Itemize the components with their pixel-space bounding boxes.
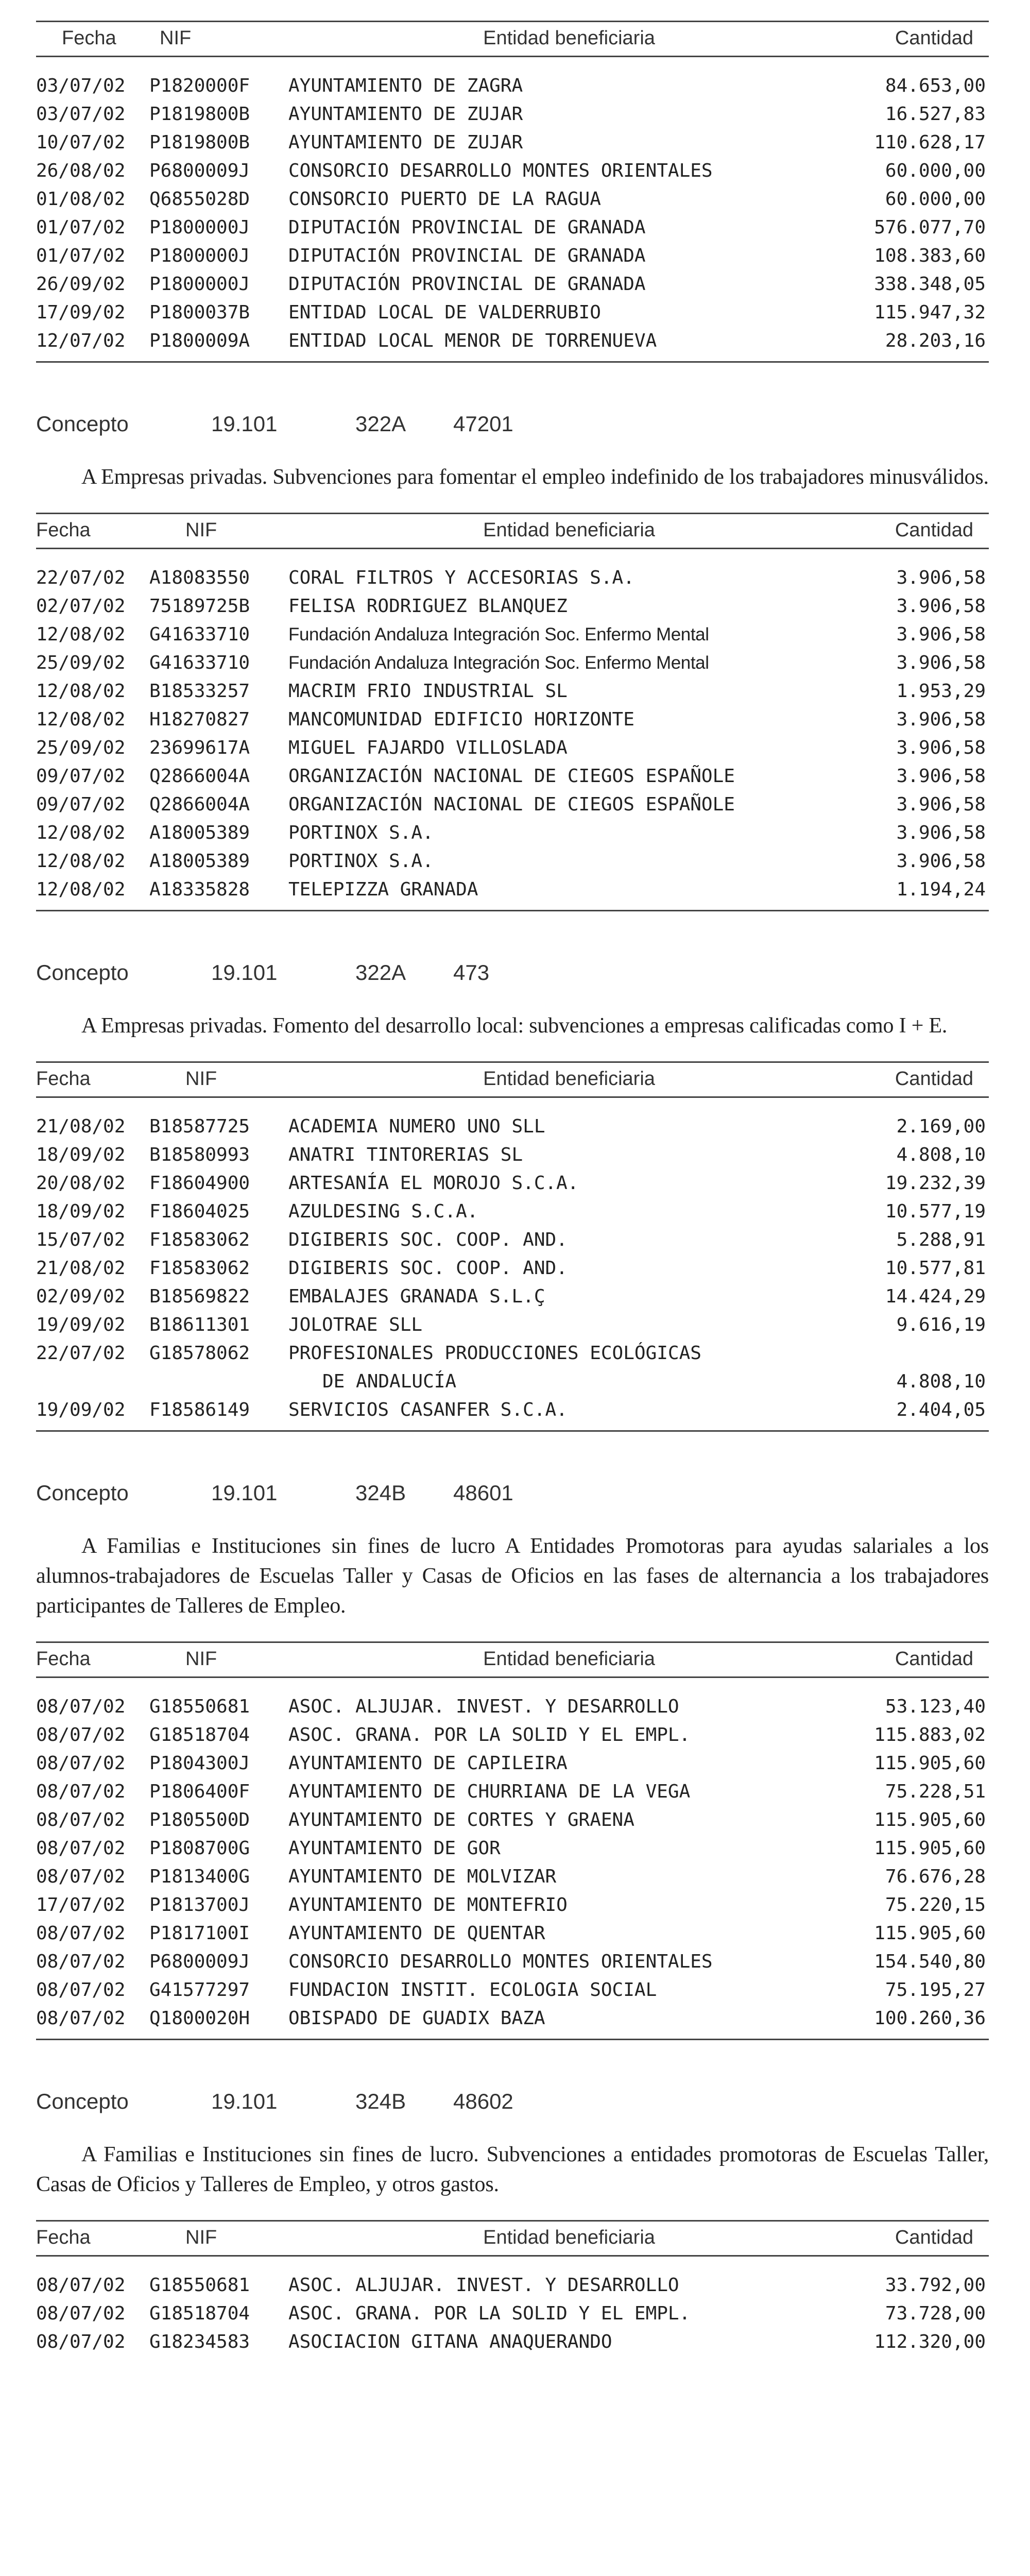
cell-entidad: [288, 649, 850, 677]
cell-fecha: 02/09/02: [36, 1286, 126, 1307]
table-row: [36, 819, 989, 847]
cell-fecha: 22/07/02: [36, 567, 126, 588]
cell-cantidad: 5.288,91: [896, 1229, 986, 1250]
header-entidad: Entidad beneficiaria: [288, 2221, 850, 2256]
cell-fecha: 08/07/02: [36, 1923, 126, 1944]
cell-nif: P1800000J: [149, 274, 250, 295]
cell-fecha: 08/07/02: [36, 1809, 126, 1831]
table-row: [36, 705, 989, 734]
cell-nif: P1805500D: [149, 1809, 250, 1831]
table-row: [36, 1976, 989, 2004]
cell-entidad: EMBALAJES GRANADA S.L.Ç: [288, 1286, 545, 1307]
cell-nif: P1804300J: [149, 1753, 250, 1774]
cell-cantidad: 60.000,00: [885, 189, 986, 210]
cell-cantidad: 33.792,00: [885, 2275, 986, 2296]
concepto-label: Concepto: [36, 2089, 129, 2113]
cell-cantidad: 3.906,58: [896, 567, 986, 588]
cell-fecha: 22/07/02: [36, 1343, 126, 1364]
cell-fecha: 08/07/02: [36, 1696, 126, 1717]
table-row: [36, 2328, 989, 2356]
cell-fecha: 20/08/02: [36, 1173, 126, 1194]
cell-fecha: 03/07/02: [36, 75, 126, 96]
cell-entidad: ASOC. ALJUJAR. INVEST. Y DESARROLLO: [288, 1696, 679, 1717]
cell-nif: P1800000J: [149, 217, 250, 238]
cell-cantidad: 10.577,19: [885, 1201, 986, 1222]
table-row: [36, 1282, 989, 1311]
cell-cantidad: 115.905,60: [874, 1838, 986, 1859]
table-row: [36, 1891, 989, 1919]
cell-entidad-text: Fundación Andaluza Integración Soc. Enfermo Mental: [288, 653, 709, 673]
cell-entidad: DIPUTACIÓN PROVINCIAL DE GRANADA: [288, 274, 646, 295]
cell-entidad: [288, 620, 850, 649]
cell-entidad: OBISPADO DE GUADIX BAZA: [288, 2008, 545, 2029]
cell-cantidad: 4.808,10: [896, 1371, 986, 1392]
cell-nif: B18611301: [149, 1314, 250, 1335]
cell-nif: P1820000F: [149, 75, 250, 96]
cell-cantidad: 76.676,28: [885, 1866, 986, 1887]
table-row: [36, 762, 989, 790]
cell-fecha: 21/08/02: [36, 1116, 126, 1137]
header-entidad: Entidad beneficiaria: [288, 1642, 850, 1677]
cell-nif: Q2866004A: [149, 766, 250, 787]
cell-entidad: AYUNTAMIENTO DE MOLVIZAR: [288, 1866, 557, 1887]
cell-nif: P1800009A: [149, 330, 250, 351]
cell-cantidad: 1.194,24: [896, 879, 986, 900]
cell-nif: B18587725: [149, 1116, 250, 1137]
cell-entidad: ORGANIZACIÓN NACIONAL DE CIEGOS ESPAÑOLE: [288, 766, 735, 787]
header-fecha: Fecha: [36, 22, 149, 57]
cell-nif: G18550681: [149, 1696, 250, 1717]
cell-nif: P1800000J: [149, 245, 250, 266]
cell-fecha: 09/07/02: [36, 766, 126, 787]
cell-fecha: 25/09/02: [36, 652, 126, 673]
cell-nif: F18586149: [149, 1399, 250, 1420]
cell-fecha: 08/07/02: [36, 2008, 126, 2029]
cell-entidad: CORAL FILTROS Y ACCESORIAS S.A.: [288, 567, 634, 588]
cell-entidad: MACRIM FRIO INDUSTRIAL SL: [288, 681, 568, 702]
cell-entidad: ASOC. GRANA. POR LA SOLID Y EL EMPL.: [288, 2303, 691, 2324]
cell-nif: Q2866004A: [149, 794, 250, 815]
cell-entidad: AYUNTAMIENTO DE QUENTAR: [288, 1923, 545, 1944]
cell-cantidad: 1.953,29: [896, 681, 986, 702]
cell-nif: P1819800B: [149, 104, 250, 125]
cell-entidad: ANATRI TINTORERIAS SL: [288, 1144, 523, 1165]
cell-cantidad: 19.232,39: [885, 1173, 986, 1194]
cell-cantidad: 338.348,05: [874, 274, 986, 295]
cell-nif: A18005389: [149, 851, 250, 872]
table-row: [36, 564, 989, 592]
beneficiary-table-5: [36, 2220, 989, 2356]
table-row: [36, 1254, 989, 1282]
table-row: [36, 620, 989, 649]
cell-entidad: PROFESIONALES PRODUCCIONES ECOLÓGICAS: [288, 1343, 701, 1364]
table-row: [36, 1339, 989, 1367]
cell-fecha: 15/07/02: [36, 1229, 126, 1250]
cell-entidad: ASOCIACION GITANA ANAQUERANDO: [288, 2331, 612, 2352]
cell-nif: F18604025: [149, 1201, 250, 1222]
table-row: [36, 1947, 989, 1976]
cell-fecha: 01/08/02: [36, 189, 126, 210]
cell-cantidad: 3.906,58: [896, 794, 986, 815]
table-row: [36, 242, 989, 270]
concepto-code-1: 19.101: [211, 1481, 278, 1505]
cell-nif: P1813700J: [149, 1894, 250, 1916]
cell-nif: 75189725B: [149, 596, 250, 617]
table-row: [36, 327, 989, 355]
table-row: [36, 1749, 989, 1777]
cell-cantidad: 75.195,27: [885, 1979, 986, 2001]
beneficiary-table-2: [36, 513, 989, 911]
cell-fecha: 18/09/02: [36, 1201, 126, 1222]
cell-fecha: 08/07/02: [36, 1866, 126, 1887]
cell-fecha: 08/07/02: [36, 1951, 126, 1972]
cell-cantidad: 10.577,81: [885, 1258, 986, 1279]
concepto-description: A Familias e Instituciones sin fines de lucro. Subvenciones a entidades promotoras de Escuelas Taller, Casas de Oficios y Talleres de Empleo, y otros gastos.: [36, 2143, 989, 2196]
table-row: [36, 1396, 989, 1424]
cell-cantidad: 75.220,15: [885, 1894, 986, 1916]
cell-entidad: ENTIDAD LOCAL DE VALDERRUBIO: [288, 302, 601, 323]
cell-nif: 23699617A: [149, 737, 250, 758]
table-row: [36, 2004, 989, 2032]
table-row: [36, 1777, 989, 1806]
cell-nif: F18583062: [149, 1229, 250, 1250]
table-row: [36, 1862, 989, 1891]
cell-nif: G18550681: [149, 2275, 250, 2296]
cell-entidad: AYUNTAMIENTO DE CORTES Y GRAENA: [288, 1809, 634, 1831]
table-row: [36, 592, 989, 620]
header-cantidad: Cantidad: [850, 2221, 989, 2256]
cell-entidad: PORTINOX S.A.: [288, 822, 434, 843]
cell-nif: P1817100I: [149, 1923, 250, 1944]
cell-cantidad: 2.404,05: [896, 1399, 986, 1420]
cell-fecha: 01/07/02: [36, 245, 126, 266]
concepto-code-2: 324B: [355, 1481, 406, 1505]
cell-cantidad: 115.905,60: [874, 1923, 986, 1944]
cell-entidad: JOLOTRAE SLL: [288, 1314, 423, 1335]
header-nif: NIF: [149, 2221, 288, 2256]
cell-entidad: AZULDESING S.C.A.: [288, 1201, 478, 1222]
cell-entidad: DIPUTACIÓN PROVINCIAL DE GRANADA: [288, 217, 646, 238]
cell-cantidad: 3.906,58: [896, 652, 986, 673]
cell-cantidad: 14.424,29: [885, 1286, 986, 1307]
cell-entidad: ENTIDAD LOCAL MENOR DE TORRENUEVA: [288, 330, 657, 351]
cell-entidad: SERVICIOS CASANFER S.C.A.: [288, 1399, 568, 1420]
table-header: [36, 2221, 989, 2256]
cell-nif: A18005389: [149, 822, 250, 843]
cell-fecha: 08/07/02: [36, 1979, 126, 2001]
table-row: [36, 2299, 989, 2328]
cell-entidad: ACADEMIA NUMERO UNO SLL: [288, 1116, 545, 1137]
cell-fecha: 19/09/02: [36, 1399, 126, 1420]
cell-entidad: FUNDACION INSTIT. ECOLOGIA SOCIAL: [288, 1979, 657, 2001]
cell-fecha: 08/07/02: [36, 1753, 126, 1774]
cell-entidad: AYUNTAMIENTO DE CAPILEIRA: [288, 1753, 568, 1774]
table-header: [36, 1642, 989, 1677]
concepto-code-3: 47201: [453, 412, 513, 436]
concepto-description: A Empresas privadas. Subvenciones para fomentar el empleo indefinido de los trabajadores minusválidos.: [81, 465, 989, 489]
table-row: [36, 1834, 989, 1862]
cell-fecha: 10/07/02: [36, 132, 126, 153]
cell-nif: P6800009J: [149, 160, 250, 181]
table-header: [36, 514, 989, 549]
header-fecha: Fecha: [36, 514, 149, 549]
table-row: [36, 128, 989, 157]
concepto-code-1: 19.101: [211, 412, 278, 436]
cell-nif: G41633710: [149, 624, 250, 645]
table-row: [36, 1692, 989, 1721]
cell-fecha: 21/08/02: [36, 1258, 126, 1279]
cell-entidad: AYUNTAMIENTO DE ZUJAR: [288, 104, 523, 125]
cell-nif: B18533257: [149, 681, 250, 702]
cell-cantidad: 110.628,17: [874, 132, 986, 153]
concepto-code-3: 48602: [453, 2089, 513, 2113]
table-row: [36, 734, 989, 762]
cell-nif: P6800009J: [149, 1951, 250, 1972]
table-row: [36, 1141, 989, 1169]
concepto-description: A Familias e Instituciones sin fines de lucro A Entidades Promotoras para ayudas salariales a los alumnos-trabajadores de Escuelas Taller y Casas de Oficios en las fases de alternancia a los trabajadores participantes de Talleres de Empleo.: [36, 1534, 989, 1618]
header-nif: NIF: [149, 1062, 288, 1097]
concepto-code-1: 19.101: [211, 960, 278, 985]
concepto-label: Concepto: [36, 1481, 129, 1505]
cell-entidad-cont: [288, 1367, 850, 1396]
table-row: [36, 677, 989, 705]
cell-cantidad: 3.906,58: [896, 766, 986, 787]
cell-fecha: 12/08/02: [36, 681, 126, 702]
table-row-continuation: [36, 1367, 989, 1396]
cell-fecha: 09/07/02: [36, 794, 126, 815]
header-cantidad: Cantidad: [850, 22, 989, 57]
concepto-code-3: 473: [453, 960, 490, 985]
cell-fecha: 08/07/02: [36, 1724, 126, 1745]
cell-fecha: 12/08/02: [36, 709, 126, 730]
header-cantidad: Cantidad: [850, 514, 989, 549]
cell-entidad: TELEPIZZA GRANADA: [288, 879, 478, 900]
cell-entidad: DIGIBERIS SOC. COOP. AND.: [288, 1229, 568, 1250]
cell-cantidad: 3.906,58: [896, 624, 986, 645]
cell-fecha: 08/07/02: [36, 1838, 126, 1859]
cell-entidad: ORGANIZACIÓN NACIONAL DE CIEGOS ESPAÑOLE: [288, 794, 735, 815]
cell-cantidad: 154.540,80: [874, 1951, 986, 1972]
header-entidad: Entidad beneficiaria: [288, 514, 850, 549]
concepto-code-2: 324B: [355, 2089, 406, 2113]
table-row: [36, 298, 989, 327]
header-entidad: Entidad beneficiaria: [288, 22, 850, 57]
header-nif: NIF: [149, 514, 288, 549]
concepto-line: [36, 2089, 989, 2114]
cell-cantidad: 4.808,10: [896, 1144, 986, 1165]
concepto-label: Concepto: [36, 960, 129, 985]
cell-cantidad: 28.203,16: [885, 330, 986, 351]
table-row: [36, 1721, 989, 1749]
header-entidad: Entidad beneficiaria: [288, 1062, 850, 1097]
cell-cantidad: 75.228,51: [885, 1781, 986, 1802]
cell-nif: H18270827: [149, 709, 250, 730]
cell-cantidad: 3.906,58: [896, 822, 986, 843]
cell-entidad: ASOC. ALJUJAR. INVEST. Y DESARROLLO: [288, 2275, 679, 2296]
header-nif: NIF: [149, 22, 288, 57]
table-row: [36, 1112, 989, 1141]
cell-entidad: DIPUTACIÓN PROVINCIAL DE GRANADA: [288, 245, 646, 266]
cell-fecha: 19/09/02: [36, 1314, 126, 1335]
table-header: [36, 22, 989, 57]
cell-entidad: DIGIBERIS SOC. COOP. AND.: [288, 1258, 568, 1279]
header-cantidad: Cantidad: [850, 1642, 989, 1677]
cell-cantidad: 16.527,83: [885, 104, 986, 125]
cell-nif: A18083550: [149, 567, 250, 588]
beneficiary-table-4: [36, 1641, 989, 2040]
concepto-code-3: 48601: [453, 1481, 513, 1505]
header-nif: NIF: [149, 1642, 288, 1677]
cell-nif: G18518704: [149, 1724, 250, 1745]
table-row: [36, 185, 989, 213]
cell-cantidad: 576.077,70: [874, 217, 986, 238]
concepto-code-1: 19.101: [211, 2089, 278, 2113]
cell-fecha: 08/07/02: [36, 1781, 126, 1802]
cell-nif: G18578062: [149, 1343, 250, 1364]
header-fecha: Fecha: [36, 1062, 149, 1097]
beneficiary-table-1: [36, 21, 989, 363]
cell-cantidad: 115.883,02: [874, 1724, 986, 1745]
table-row: [36, 1311, 989, 1339]
cell-cantidad: 84.653,00: [885, 75, 986, 96]
cell-entidad: MANCOMUNIDAD EDIFICIO HORIZONTE: [288, 709, 634, 730]
cell-entidad-line2: DE ANDALUCÍA: [322, 1371, 457, 1392]
table-row: [36, 847, 989, 875]
cell-entidad: CONSORCIO DESARROLLO MONTES ORIENTALES: [288, 160, 713, 181]
cell-entidad: ASOC. GRANA. POR LA SOLID Y EL EMPL.: [288, 1724, 691, 1745]
document-page: [36, 21, 989, 2356]
cell-fecha: 03/07/02: [36, 104, 126, 125]
cell-nif: G41633710: [149, 652, 250, 673]
cell-entidad: AYUNTAMIENTO DE ZAGRA: [288, 75, 523, 96]
concepto-description: A Empresas privadas. Fomento del desarrollo local: subvenciones a empresas calificadas como I + E.: [81, 1014, 948, 1038]
cell-fecha: 18/09/02: [36, 1144, 126, 1165]
table-row: [36, 270, 989, 298]
cell-entidad: ARTESANÍA EL MOROJO S.C.A.: [288, 1173, 579, 1194]
cell-entidad: CONSORCIO PUERTO DE LA RAGUA: [288, 189, 601, 210]
concepto-line: [36, 960, 989, 985]
cell-nif: P1800037B: [149, 302, 250, 323]
cell-entidad: MIGUEL FAJARDO VILLOSLADA: [288, 737, 568, 758]
table-header: [36, 1062, 989, 1097]
table-row: [36, 213, 989, 242]
cell-fecha: 08/07/02: [36, 2303, 126, 2324]
cell-nif: G41577297: [149, 1979, 250, 2001]
cell-entidad: AYUNTAMIENTO DE MONTEFRIO: [288, 1894, 568, 1916]
cell-fecha: 08/07/02: [36, 2331, 126, 2352]
table-row: [36, 72, 989, 100]
cell-fecha: 12/08/02: [36, 851, 126, 872]
table-row: [36, 2271, 989, 2299]
cell-entidad: AYUNTAMIENTO DE GOR: [288, 1838, 501, 1859]
header-fecha: Fecha: [36, 1642, 149, 1677]
cell-cantidad: 3.906,58: [896, 851, 986, 872]
cell-cantidad: 115.947,32: [874, 302, 986, 323]
concepto-line: [36, 1481, 989, 1505]
cell-cantidad: 9.616,19: [896, 1314, 986, 1335]
cell-nif: G18234583: [149, 2331, 250, 2352]
table-row: [36, 1169, 989, 1197]
cell-nif: P1806400F: [149, 1781, 250, 1802]
table-row: [36, 1806, 989, 1834]
cell-fecha: 12/08/02: [36, 822, 126, 843]
header-cantidad: Cantidad: [850, 1062, 989, 1097]
cell-fecha: 26/09/02: [36, 274, 126, 295]
cell-nif: P1813400G: [149, 1866, 250, 1887]
cell-fecha: 12/07/02: [36, 330, 126, 351]
cell-nif: Q1800020H: [149, 2008, 250, 2029]
cell-fecha: 02/07/02: [36, 596, 126, 617]
table-row: [36, 790, 989, 819]
table-row: [36, 157, 989, 185]
table-row: [36, 1197, 989, 1226]
cell-nif: B18569822: [149, 1286, 250, 1307]
cell-cantidad: 73.728,00: [885, 2303, 986, 2324]
beneficiary-table-3: [36, 1061, 989, 1432]
cell-fecha: 12/08/02: [36, 879, 126, 900]
cell-nif: A18335828: [149, 879, 250, 900]
cell-cantidad: 3.906,58: [896, 709, 986, 730]
header-fecha: Fecha: [36, 2221, 149, 2256]
cell-nif: F18583062: [149, 1258, 250, 1279]
table-row: [36, 875, 989, 904]
cell-fecha: 01/07/02: [36, 217, 126, 238]
table-row: [36, 1919, 989, 1947]
cell-fecha: 12/08/02: [36, 624, 126, 645]
cell-cantidad: 115.905,60: [874, 1753, 986, 1774]
cell-nif: P1819800B: [149, 132, 250, 153]
concepto-line: [36, 412, 989, 436]
concepto-label: Concepto: [36, 412, 129, 436]
cell-cantidad: 115.905,60: [874, 1809, 986, 1831]
cell-entidad: PORTINOX S.A.: [288, 851, 434, 872]
cell-fecha: 17/09/02: [36, 302, 126, 323]
cell-nif: G18518704: [149, 2303, 250, 2324]
cell-cantidad: 53.123,40: [885, 1696, 986, 1717]
concepto-code-2: 322A: [355, 412, 406, 436]
cell-cantidad: 112.320,00: [874, 2331, 986, 2352]
cell-fecha: 17/07/02: [36, 1894, 126, 1916]
cell-cantidad: 108.383,60: [874, 245, 986, 266]
cell-cantidad: 3.906,58: [896, 596, 986, 617]
table-row: [36, 649, 989, 677]
cell-fecha: 08/07/02: [36, 2275, 126, 2296]
table-row: [36, 1226, 989, 1254]
cell-nif: Q6855028D: [149, 189, 250, 210]
cell-nif: F18604900: [149, 1173, 250, 1194]
cell-cantidad: 60.000,00: [885, 160, 986, 181]
cell-cantidad: 100.260,36: [874, 2008, 986, 2029]
cell-cantidad: 2.169,00: [896, 1116, 986, 1137]
cell-entidad: AYUNTAMIENTO DE ZUJAR: [288, 132, 523, 153]
cell-fecha: 26/08/02: [36, 160, 126, 181]
cell-fecha: 25/09/02: [36, 737, 126, 758]
cell-entidad-text: Fundación Andaluza Integración Soc. Enfermo Mental: [288, 624, 709, 645]
cell-cantidad: 3.906,58: [896, 737, 986, 758]
cell-nif: B18580993: [149, 1144, 250, 1165]
cell-entidad: CONSORCIO DESARROLLO MONTES ORIENTALES: [288, 1951, 713, 1972]
cell-entidad: AYUNTAMIENTO DE CHURRIANA DE LA VEGA: [288, 1781, 691, 1802]
cell-entidad: FELISA RODRIGUEZ BLANQUEZ: [288, 596, 568, 617]
concepto-code-2: 322A: [355, 960, 406, 985]
cell-nif: P1808700G: [149, 1838, 250, 1859]
table-row: [36, 100, 989, 128]
